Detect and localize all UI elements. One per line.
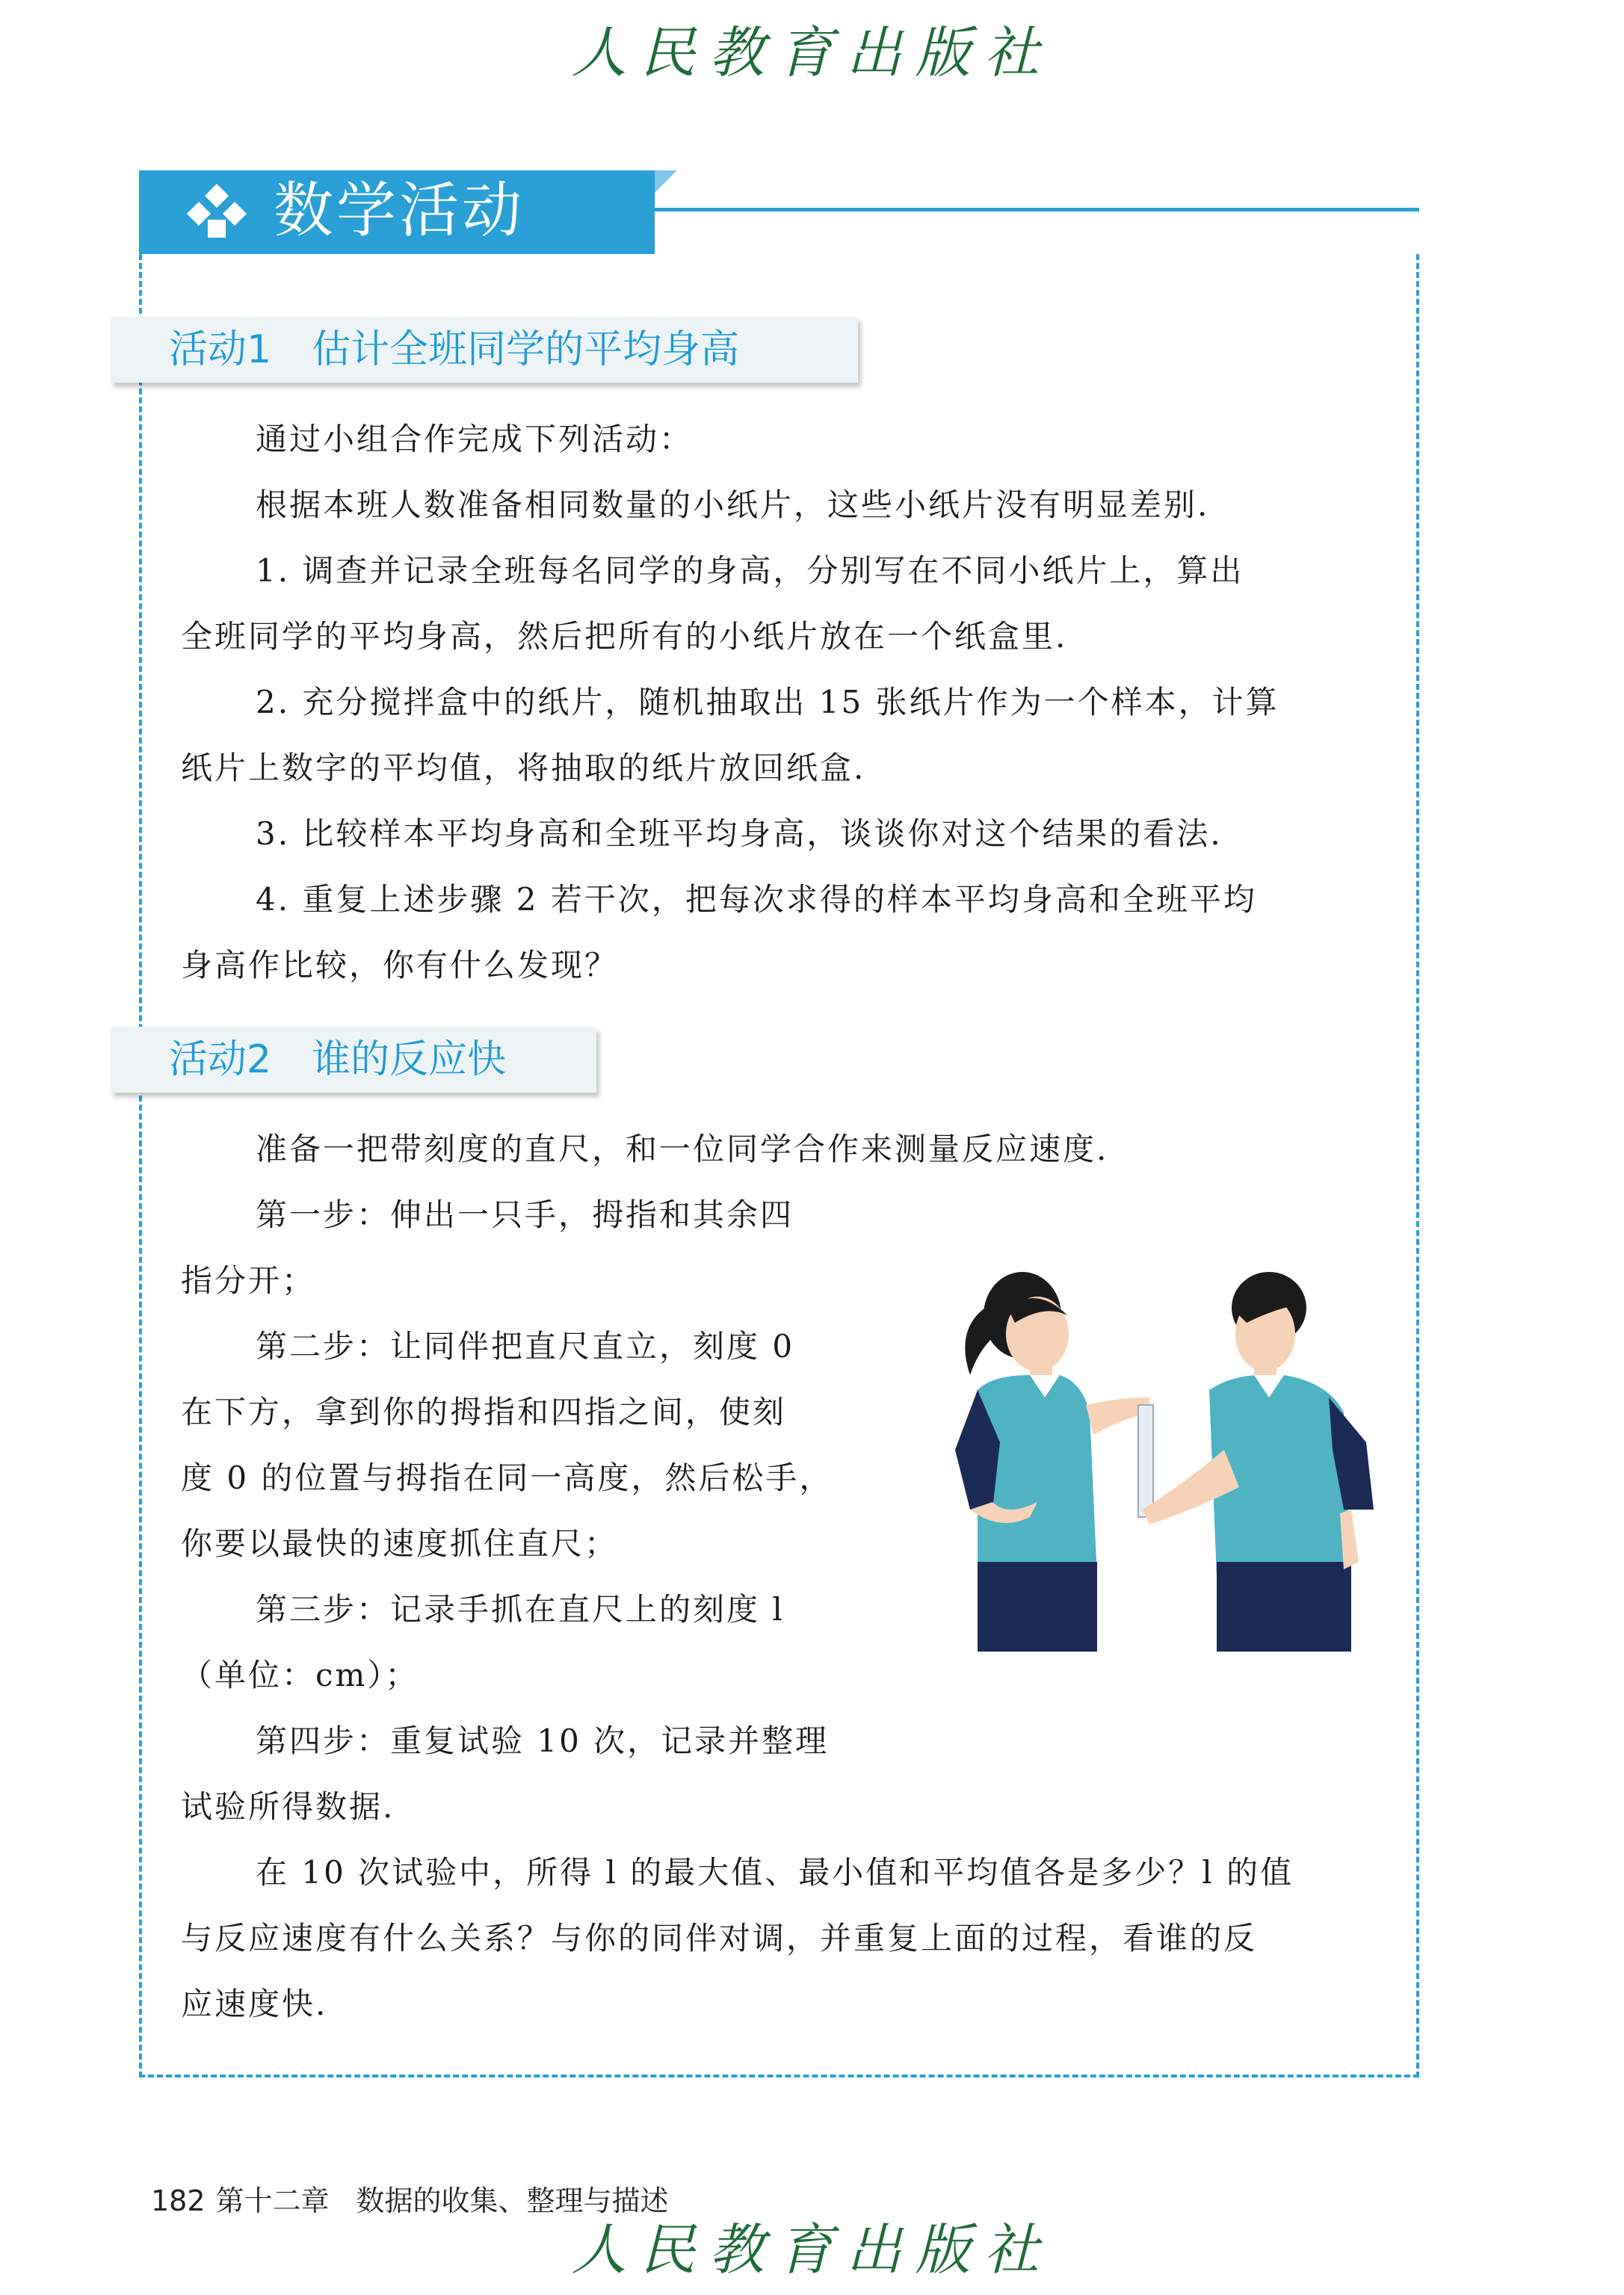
activity2-line: 试验所得数据.: [181, 1788, 395, 1825]
activity1-line: 1. 调查并记录全班每名同学的身高，分别写在不同小纸片上，算出: [256, 552, 1244, 589]
activity2-line: 与反应速度有什么关系？与你的同伴对调，并重复上面的过程，看谁的反: [181, 1920, 1258, 1956]
students-ruler-illustration: [925, 1263, 1389, 1667]
activity2-heading: [111, 1027, 596, 1093]
chapter-title: 数据的收集、整理与描述: [356, 2184, 669, 2217]
activity2-line: 应速度快.: [181, 1986, 328, 2022]
activity2-line: 你要以最快的速度抓住直尺；: [181, 1525, 619, 1562]
activity2-line: 第一步：伸出一只手，拇指和其余四: [256, 1196, 794, 1233]
activity1-line: 2. 充分搅拌盒中的纸片，随机抽取出 15 张纸片作为一个样本，计算: [256, 684, 1279, 720]
activity2-number: 活动2: [169, 1037, 272, 1082]
section-title: 数学活动: [274, 176, 525, 245]
activity2-line: 指分开；: [181, 1262, 316, 1299]
activity1-heading: [111, 317, 858, 383]
activity2-line: （单位：cm）；: [181, 1657, 419, 1693]
publisher-header: 人民教育出版社: [571, 21, 1053, 85]
activity2-line: 度 0 的位置与拇指在同一高度，然后松手，: [181, 1460, 833, 1496]
activity1-title: 估计全班同学的平均身高: [312, 327, 740, 372]
chapter-label: 第十二章: [215, 2184, 330, 2217]
page-number: 182: [151, 2184, 206, 2217]
boy-figure: [1142, 1272, 1374, 1652]
publisher-footer: 人民教育出版社: [571, 2218, 1053, 2282]
activity1-number: 活动1: [169, 327, 272, 372]
activity1-line: 通过小组合作完成下列活动：: [256, 421, 694, 457]
activity1-line: 身高作比较，你有什么发现？: [181, 947, 619, 983]
activity2-line: 在下方，拿到你的拇指和四指之间，使刻: [181, 1394, 787, 1430]
activity1-line: 根据本班人数准备相同数量的小纸片，这些小纸片没有明显差别.: [256, 487, 1210, 523]
activity2-line: 第四步：重复试验 10 次，记录并整理: [256, 1723, 830, 1759]
activity2-line: 在 10 次试验中，所得 l 的最大值、最小值和平均值各是多少？l 的值: [256, 1854, 1294, 1891]
diamond-icon: [185, 182, 248, 245]
activity1-line: 3. 比较样本平均身高和全班平均身高，谈谈你对这个结果的看法.: [256, 815, 1223, 852]
activity2-line: 准备一把带刻度的直尺，和一位同学合作来测量反应速度.: [256, 1131, 1109, 1167]
activity1-line: 纸片上数字的平均值，将抽取的纸片放回纸盒.: [181, 750, 866, 786]
activity1-line: 全班同学的平均身高，然后把所有的小纸片放在一个纸盒里.: [181, 618, 1068, 655]
ruler: [1138, 1405, 1153, 1517]
banner-rule: [655, 208, 1419, 211]
activity2-title: 谁的反应快: [312, 1037, 507, 1082]
activity1-line: 4. 重复上述步骤 2 若干次，把每次求得的样本平均身高和全班平均: [256, 881, 1257, 918]
activity2-line: 第三步：记录手抓在直尺上的刻度 l: [256, 1591, 785, 1628]
girl-figure: [955, 1272, 1149, 1652]
activity2-line: 第二步：让同伴把直尺直立，刻度 0: [256, 1328, 795, 1365]
